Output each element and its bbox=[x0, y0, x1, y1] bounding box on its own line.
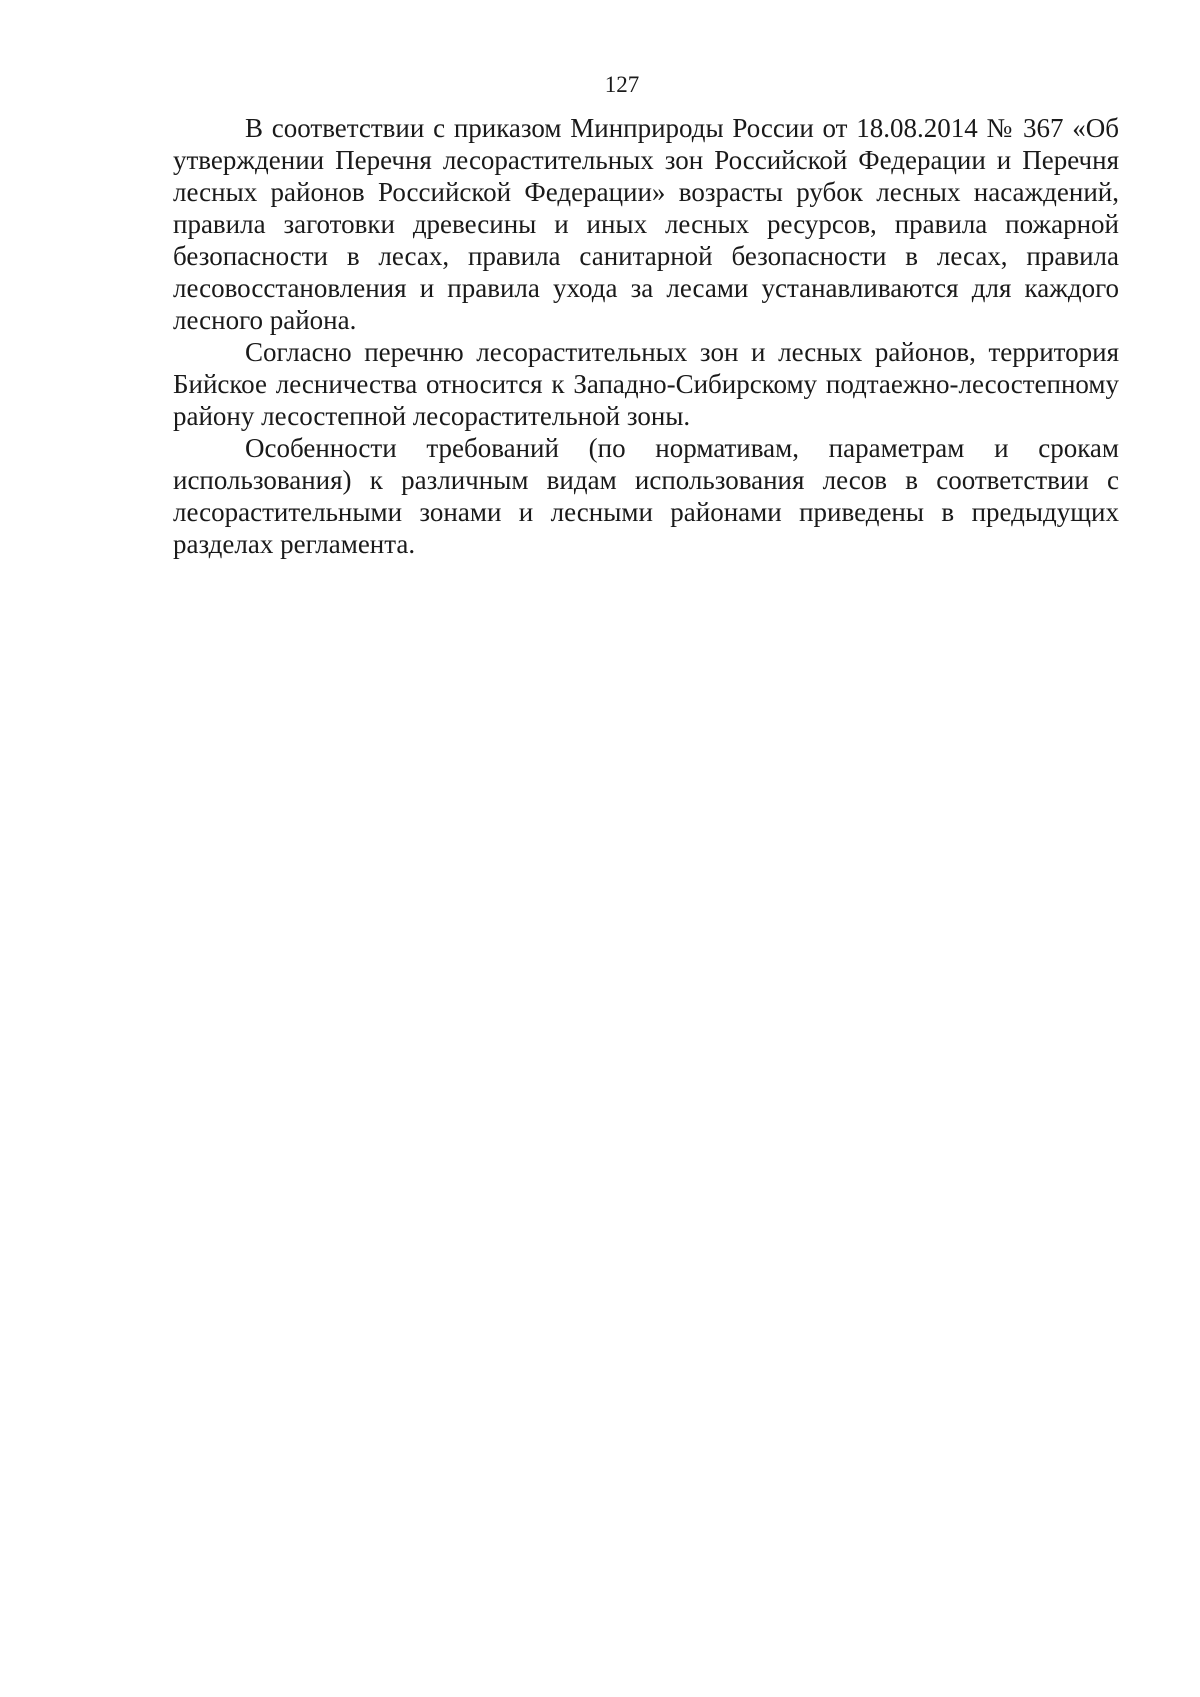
page-number: 127 bbox=[604, 72, 640, 97]
paragraph: Согласно перечню лесорастительных зон и лесных районов, территория Бийское лесничества относится к Западно-Сибирскому подтаежно-лесостепному району лесостепной лесорастительной зоны. bbox=[173, 337, 1119, 431]
document-body bbox=[173, 112, 1119, 560]
paragraph: Особенности требований (по нормативам, параметрам и срокам использования) к различным видам использования лесов в соответствии с лесорастительными зонами и лесными районами приведены в предыдущих разделах регламента. bbox=[173, 433, 1119, 559]
paragraph: В соответствии с приказом Минприроды России от 18.08.2014 № 367 «Об утверждении Перечня лесорастительных зон Российской Федерации и Перечня лесных районов Российской Федерации» возрасты рубок лесных насаждений, правила заготовки древесины и иных лесных ресурсов, правила пожарной безопасности в лесах, правила санитарной безопасности в лесах, правила лесовосстановления и правила ухода за лесами устанавливаются для каждого лесного района. bbox=[173, 113, 1119, 335]
